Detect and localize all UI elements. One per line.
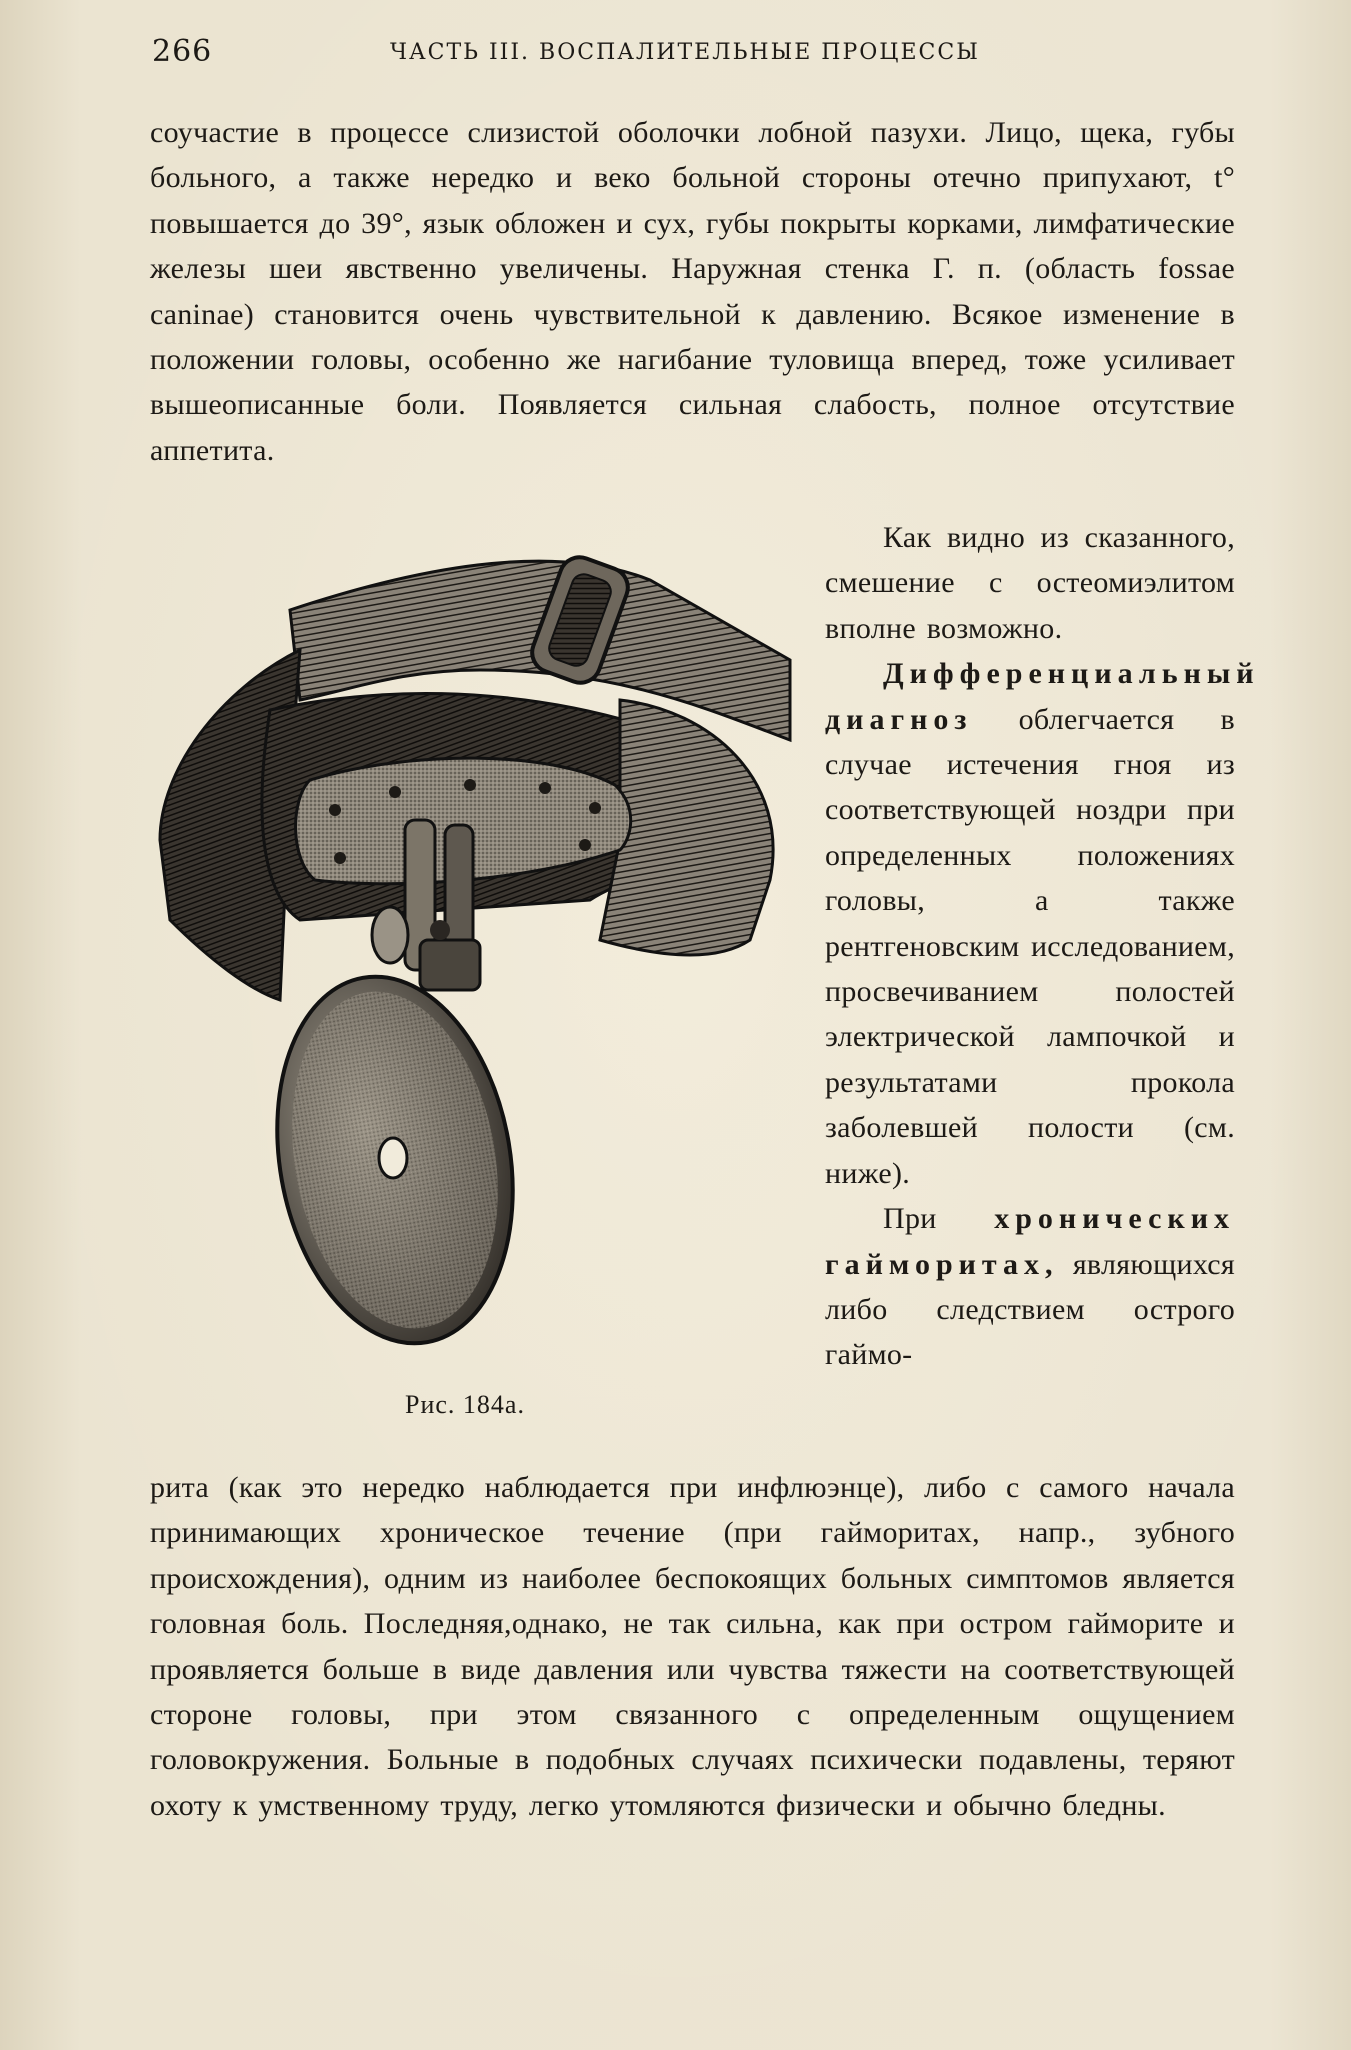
term-differential-diagnosis: Дифференциальный диагноз — [825, 657, 1260, 736]
right-column-text — [825, 515, 1260, 1378]
figure-caption: Рис. 184а. — [405, 1390, 525, 1419]
bottom-paragraph: рита (как это нередко наблюдается при инфлюэнце), либо с самого начала принимающих хроническое течение (при гайморитах, напр., зубного происхождения), одним из наиболее беспокоящих больных симптомов является головная боль. Последняя,однако, не так сильна, как при остром гайморите и проявляется больше в виде давления или чувства тяжести на соответствующей стороне головы, при этом связанного с определенным ощущением головокружения. Больные в подобных случаях психически подавлены, теряют охоту к умственному труду, легко утомляются физически и обычно бледны. — [150, 1471, 1235, 1822]
right-paragraph-2 — [825, 651, 1260, 1196]
page-number: 266 — [152, 34, 213, 69]
term-chronic-sinusitis: хронических гайморитах, — [825, 1202, 1235, 1281]
running-head: ЧАСТЬ III. ВОСПАЛИТЕЛЬНЫЕ ПРОЦЕССЫ — [390, 40, 980, 65]
mirror-disc — [250, 958, 541, 1362]
right-paragraph-3-lead: При — [883, 1202, 995, 1236]
right-paragraph-3-text: являющихся либо следствием острого гаймо- — [825, 1247, 1235, 1372]
top-paragraph: соучастие в процессе слизистой оболочки лобной пазухи. Лицо, щека, губы больного, а также нередко и веко больной стороны отечно припухают, t° повышается до 39°, язык обложен и сух, губы покрыты корками, лимфатические железы шеи явственно увеличены. Наружная стенка Г. п. (область fossae caninae) становится очень чувствительной к давлению. Всякое изменение в положении головы, особенно же нагибание туловища вперед, тоже усиливает вышеописанные боли. Появляется сильная слабость, полное отсутствие аппетита. — [150, 116, 1235, 467]
figure-head-mirror — [150, 540, 800, 1370]
right-paragraph-3 — [825, 1196, 1235, 1378]
head-mirror-illustration — [150, 540, 800, 1370]
right-paragraph-2-text: облегчается в случае истечения гноя из соответствующей ноздри при определенных положениях головы, а также рентгеновским исследованием, просвечиванием полостей электрической лампочкой и результатами прокола заболевшей полости (см. ниже). — [825, 702, 1235, 1190]
right-paragraph-1: Как видно из сказанного, смешение с остеомиэлитом вполне возможно. — [825, 521, 1235, 645]
page-header — [152, 34, 1232, 74]
